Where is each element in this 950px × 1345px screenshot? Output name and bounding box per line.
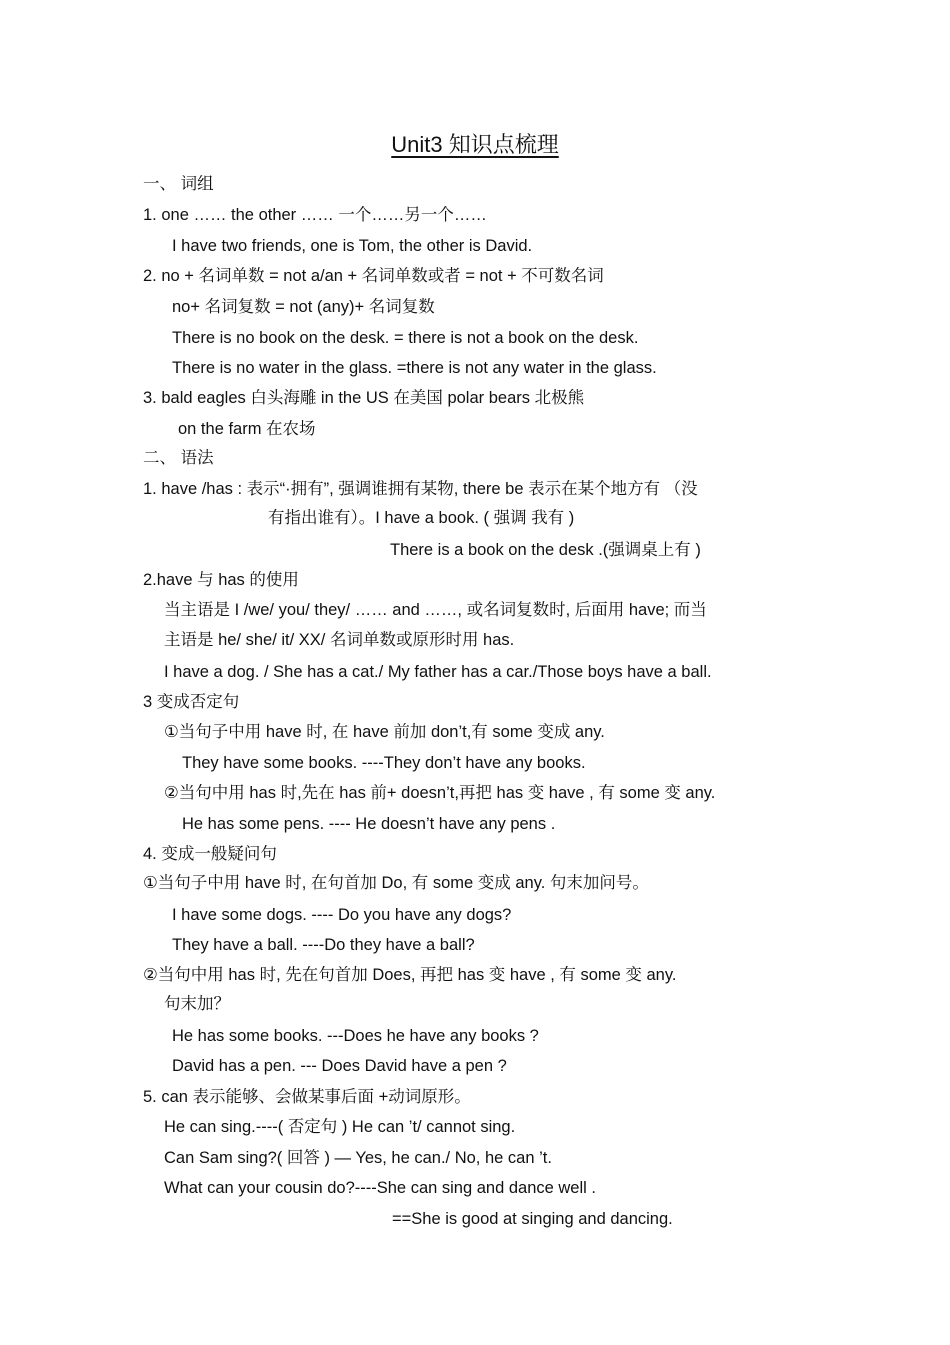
- phrase-item-2: 2. no + 名词单数 = not a/an + 名词单数或者 = not + 不可数名词: [143, 267, 604, 285]
- example-sentence: I have a dog. / She has a cat./ My father has a car./Those boys have a ball.: [164, 663, 712, 681]
- example-sentence: ==She is good at singing and dancing.: [392, 1210, 673, 1228]
- grammar-point-5: 5. can 表示能够、会做某事后面 +动词原形。: [143, 1088, 471, 1106]
- grammar-line: 当主语是 I /we/ you/ they/ …… and ……, 或名词复数时, 后面用 have; 而当: [164, 601, 707, 619]
- grammar-point-1: 1. have /has : 表示“·拥有”, 强调谁拥有某物, there be 表示在某个地方有 （没: [143, 480, 698, 498]
- example-sentence: He can sing.----( 否定句 ) He can ’t/ cannot sing.: [164, 1118, 516, 1136]
- section-heading-grammar: 二、 语法: [143, 449, 214, 467]
- phrase-item-3: 3. bald eagles 白头海雕 in the US 在美国 polar bears 北极熊: [143, 389, 585, 407]
- grammar-line: 句末加？: [164, 995, 230, 1013]
- grammar-line: 有指出谁有）。I have a book. ( 强调 我有 ): [268, 509, 575, 527]
- phrase-line: on the farm 在农场: [178, 420, 316, 438]
- example-sentence: I have two friends, one is Tom, the other is David.: [172, 237, 533, 255]
- grammar-point-3: 3 变成否定句: [143, 693, 240, 711]
- grammar-point-2: 2.have 与 has 的使用: [143, 571, 299, 589]
- example-sentence: They have some books. ----They don’t have any books.: [182, 754, 586, 772]
- grammar-rule: ②当句中用 has 时, 先在句首加 Does, 再把 has 变 have , 有 some 变 any.: [143, 966, 677, 984]
- grammar-line: There is a book on the desk .(强调桌上有 ): [390, 541, 701, 559]
- example-sentence: He has some books. ---Does he have any books ?: [172, 1027, 539, 1045]
- grammar-rule: ①当句子中用 have 时, 在句首加 Do, 有 some 变成 any. 句末加问号。: [143, 874, 649, 892]
- grammar-rule: ②当句中用 has 时,先在 has 前+ doesn’t,再把 has 变 have , 有 some 变 any.: [164, 784, 716, 802]
- example-sentence: Can Sam sing?( 回答 ) — Yes, he can./ No, he can ’t.: [164, 1149, 552, 1167]
- example-sentence: They have a ball. ----Do they have a ball?: [172, 936, 475, 954]
- example-sentence: There is no water in the glass. =there is not any water in the glass.: [172, 359, 657, 377]
- phrase-item-1: 1. one …… the other …… 一个……另一个……: [143, 206, 487, 224]
- example-sentence: What can your cousin do?----She can sing and dance well .: [164, 1179, 596, 1197]
- grammar-line: 主语是 he/ she/ it/ XX/ 名词单数或原形时用 has.: [164, 631, 515, 649]
- page-title: Unit3 知识点梳理: [391, 132, 559, 157]
- grammar-rule: ①当句子中用 have 时, 在 have 前加 don’t,有 some 变成 any.: [164, 723, 605, 741]
- rule-line: no+ 名词复数 = not (any)+ 名词复数: [172, 298, 435, 316]
- section-heading-phrases: 一、 词组: [143, 175, 214, 193]
- example-sentence: There is no book on the desk. = there is not a book on the desk.: [172, 329, 639, 347]
- example-sentence: David has a pen. --- Does David have a pen ?: [172, 1057, 507, 1075]
- grammar-point-4: 4. 变成一般疑问句: [143, 845, 277, 863]
- example-sentence: I have some dogs. ---- Do you have any dogs?: [172, 906, 512, 924]
- example-sentence: He has some pens. ---- He doesn’t have any pens .: [182, 815, 556, 833]
